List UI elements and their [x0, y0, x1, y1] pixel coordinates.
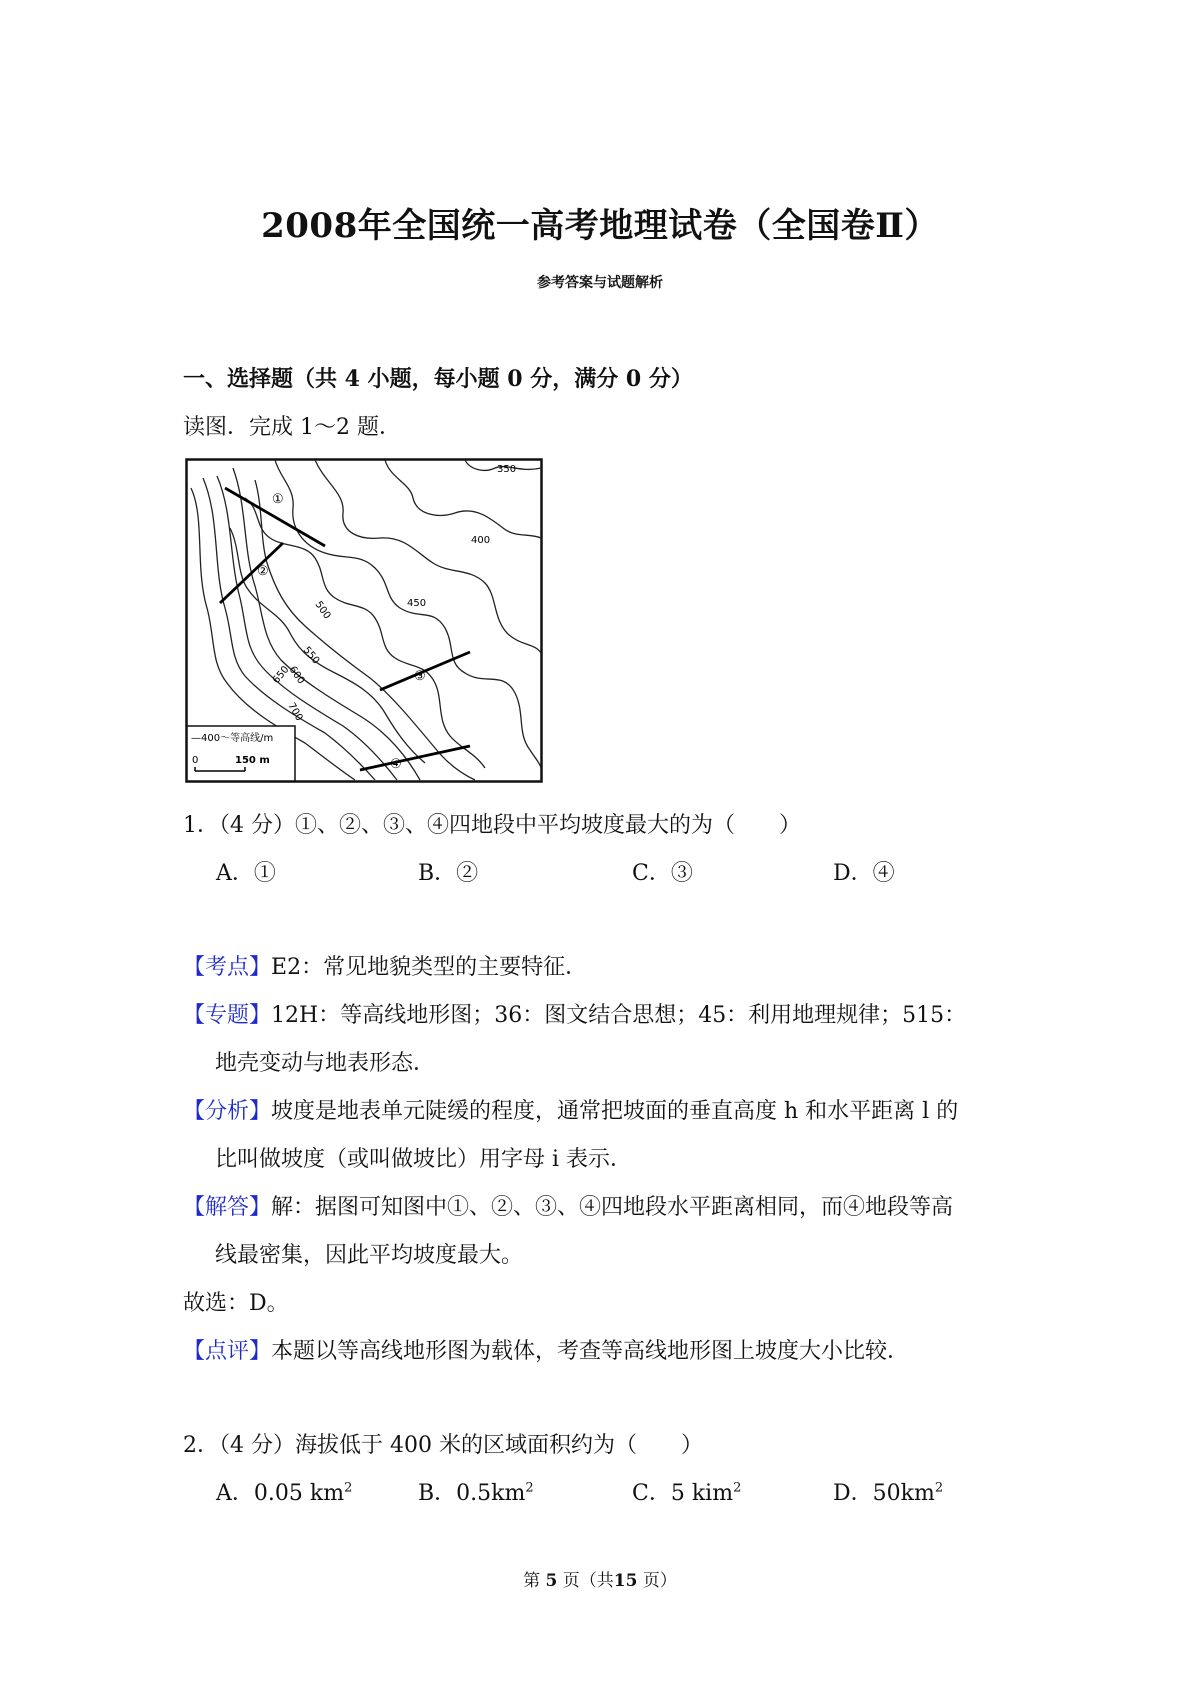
contour-map: [185, 458, 543, 783]
segment-label-2: ②: [257, 564, 269, 579]
contour-label-700: 700: [285, 701, 305, 724]
q2-option-b: B．$0.5km^2$: [418, 1480, 534, 1506]
scale-zero: 0: [192, 755, 199, 766]
scale-distance: 150 m: [235, 755, 270, 766]
dianping-line: [183, 1334, 909, 1365]
contour-label-650: 650: [270, 664, 292, 686]
jieda-line: [183, 1190, 953, 1221]
contour-label-600: 600: [286, 664, 307, 687]
map-legend: —400～等高线/m: [191, 733, 274, 744]
jieda-tag: 【解答】: [183, 1195, 272, 1220]
q2-option-a: A．0.05 $km^2$: [216, 1480, 353, 1506]
dianping-tag: 【点评】: [183, 1339, 272, 1364]
dianping-text: 本题以等高线地形图为载体，考查等高线地形图上坡度大小比较．: [271, 1339, 910, 1364]
page-footer: 第 5 页（共15 页）: [523, 1571, 677, 1591]
q1-option-c: C．③: [632, 861, 693, 886]
contour-label-500: 500: [312, 599, 333, 622]
jieda-text-cont: 线最密集，因此平均坡度最大。: [215, 1243, 524, 1268]
page-title: 2008年全国统一高考地理试卷（全国卷Ⅱ）: [261, 206, 939, 246]
contour-label-350: 350: [497, 464, 517, 475]
q1-option-d: D．④: [833, 861, 895, 886]
zhuanti-line: [183, 998, 966, 1029]
q2-option-c: C．5 kim$^2$: [632, 1480, 742, 1506]
kaodian-tag: 【考点】: [183, 955, 272, 980]
fenxi-tag: 【分析】: [183, 1099, 272, 1124]
zhuanti-tag: 【专题】: [183, 1003, 272, 1028]
kaodian-text: E2：常见地貌类型的主要特征．: [271, 955, 588, 980]
contour-label-550: 550: [300, 644, 322, 667]
segment-label-4: ④: [390, 757, 402, 772]
jieda-text: 解：据图可知图中①、②、③、④四地段水平距离相同，而④地段等高: [271, 1195, 954, 1220]
page-subtitle: 参考答案与试题解析: [537, 275, 663, 291]
question-2-stem: 2．（4 分）海拔低于 400 米的区域面积约为（ ）: [183, 1433, 703, 1458]
contour-label-450: 450: [407, 598, 427, 609]
q2-option-d: D．$50km^2$: [833, 1480, 944, 1506]
zhuanti-text: 12H：等高线地形图；36：图文结合思想；45：利用地理规律；515：: [271, 1003, 967, 1028]
fenxi-line: [183, 1094, 958, 1125]
page-total: 15: [613, 1571, 638, 1591]
answer-line: 故选：D。: [183, 1291, 289, 1316]
contour-label-400: 400: [471, 535, 491, 546]
q1-option-b: B．②: [418, 861, 479, 886]
page-number: 5: [545, 1571, 558, 1591]
kaodian-line: [183, 950, 587, 981]
zhuanti-text-cont: 地壳变动与地表形态．: [215, 1051, 436, 1076]
segment-label-3: ③: [414, 669, 426, 684]
section-intro: 读图．完成 1～2 题．: [183, 415, 401, 440]
fenxi-text-cont: 比叫做坡度（或叫做坡比）用字母 i 表示．: [215, 1147, 633, 1172]
segment-label-1: ①: [272, 492, 284, 507]
question-1-stem: 1．（4 分）①、②、③、④四地段中平均坡度最大的为（ ）: [183, 813, 801, 838]
q1-option-a: A．①: [216, 861, 276, 886]
fenxi-text: 坡度是地表单元陡缓的程度，通常把坡面的垂直高度 h 和水平距离 l 的: [271, 1099, 959, 1124]
section-heading: 一、选择题（共 4 小题，每小题 0 分，满分 0 分）: [183, 366, 693, 392]
